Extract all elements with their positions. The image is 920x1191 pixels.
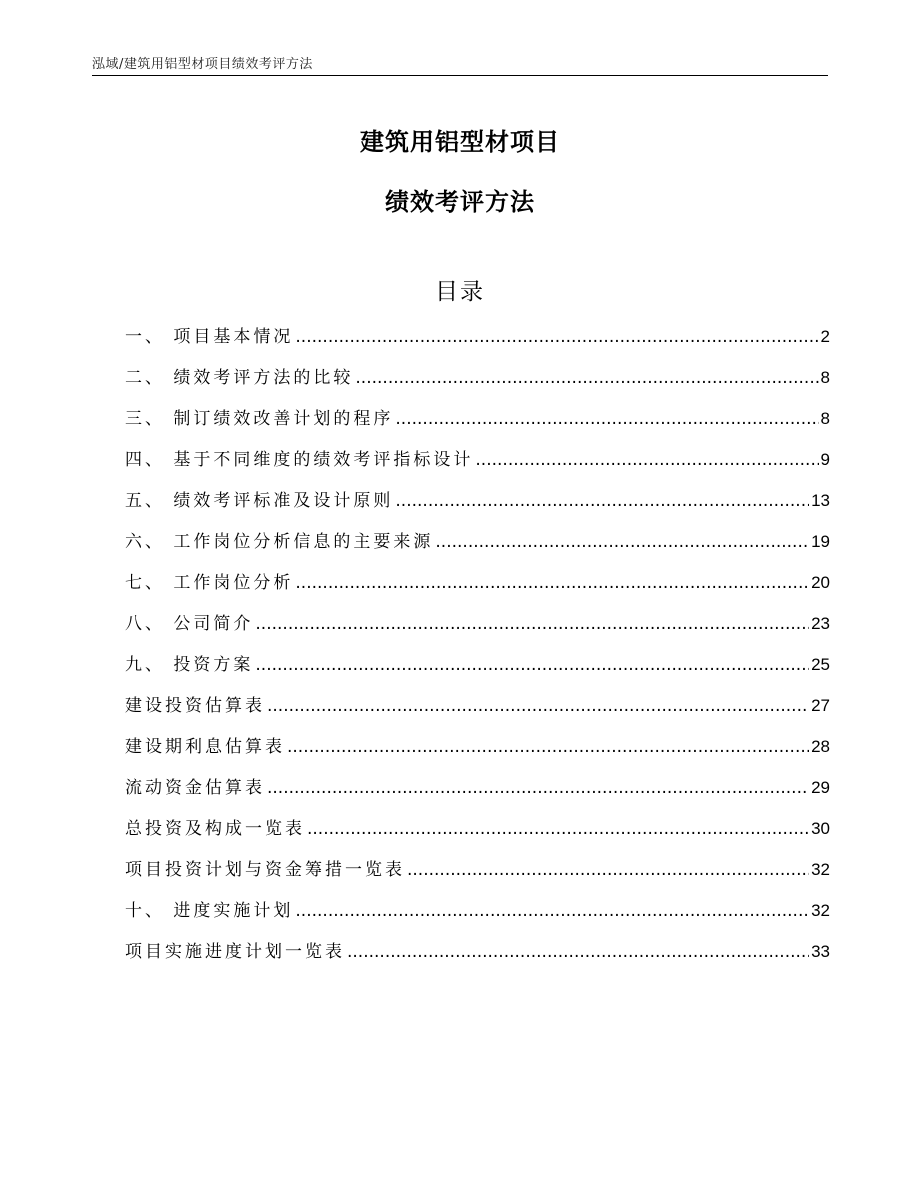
- toc-entry-title: 一、 项目基本情况: [125, 327, 294, 347]
- toc-entry-page: 32: [811, 860, 830, 879]
- toc-entry[interactable]: [125, 568, 830, 609]
- toc-dot-leader: [255, 614, 809, 634]
- header-rule: [92, 75, 828, 76]
- toc-dot-leader: [395, 491, 809, 511]
- toc-entry[interactable]: [125, 650, 830, 691]
- toc-entry-title: 七、 工作岗位分析: [125, 573, 294, 593]
- table-of-contents: [125, 322, 830, 978]
- toc-dot-leader: [307, 819, 809, 839]
- toc-entry[interactable]: [125, 732, 830, 773]
- toc-entry[interactable]: [125, 609, 830, 650]
- toc-entry[interactable]: [125, 527, 830, 568]
- toc-entry-title: 总投资及构成一览表: [125, 819, 305, 839]
- toc-entry-page: 23: [811, 614, 830, 633]
- toc-entry-title: 九、 投资方案: [125, 655, 254, 675]
- toc-entry-page: 8: [820, 368, 830, 387]
- toc-entry[interactable]: [125, 445, 830, 486]
- document-title-line-1: 建筑用铝型材项目: [360, 128, 560, 156]
- toc-entry-page: 30: [811, 819, 830, 838]
- toc-dot-leader: [347, 942, 809, 962]
- toc-entry-title: 三、 制订绩效改善计划的程序: [125, 409, 394, 429]
- toc-dot-leader: [435, 532, 809, 552]
- toc-dot-leader: [395, 409, 818, 429]
- toc-entry[interactable]: [125, 486, 830, 527]
- toc-entry-page: 32: [811, 901, 830, 920]
- toc-entry-title: 建设投资估算表: [125, 696, 265, 716]
- toc-dot-leader: [295, 573, 809, 593]
- toc-entry-page: 13: [811, 491, 830, 510]
- toc-dot-leader: [295, 327, 818, 347]
- toc-dot-leader: [355, 368, 818, 388]
- toc-entry-title: 六、 工作岗位分析信息的主要来源: [125, 532, 434, 552]
- toc-entry[interactable]: [125, 322, 830, 363]
- toc-entry[interactable]: [125, 773, 830, 814]
- toc-entry[interactable]: [125, 691, 830, 732]
- toc-dot-leader: [287, 737, 809, 757]
- toc-entry[interactable]: [125, 404, 830, 445]
- toc-entry-title: 二、 绩效考评方法的比较: [125, 368, 354, 388]
- toc-entry[interactable]: [125, 896, 830, 937]
- toc-entry-title: 十、 进度实施计划: [125, 901, 294, 921]
- toc-entry-page: 9: [820, 450, 830, 469]
- toc-entry-page: 8: [820, 409, 830, 428]
- toc-entry-page: 25: [811, 655, 830, 674]
- toc-entry-page: 27: [811, 696, 830, 715]
- toc-entry-title: 四、 基于不同维度的绩效考评指标设计: [125, 450, 474, 470]
- toc-entry-title: 流动资金估算表: [125, 778, 265, 798]
- toc-entry-title: 项目投资计划与资金筹措一览表: [125, 860, 405, 880]
- toc-entry-title: 五、 绩效考评标准及设计原则: [125, 491, 394, 511]
- document-title-line-2: 绩效考评方法: [385, 188, 535, 216]
- toc-dot-leader: [407, 860, 809, 880]
- toc-entry-title: 项目实施进度计划一览表: [125, 942, 345, 962]
- toc-entry-page: 33: [811, 942, 830, 961]
- toc-dot-leader: [295, 901, 809, 921]
- toc-entry-title: 建设期利息估算表: [125, 737, 285, 757]
- toc-dot-leader: [255, 655, 809, 675]
- toc-dot-leader: [267, 696, 809, 716]
- toc-entry[interactable]: [125, 937, 830, 978]
- toc-dot-leader: [267, 778, 809, 798]
- toc-entry[interactable]: [125, 855, 830, 896]
- toc-entry-page: 2: [820, 327, 830, 346]
- toc-entry[interactable]: [125, 363, 830, 404]
- toc-entry[interactable]: [125, 814, 830, 855]
- toc-entry-page: 20: [811, 573, 830, 592]
- toc-entry-title: 八、 公司简介: [125, 614, 254, 634]
- toc-entry-page: 19: [811, 532, 830, 551]
- toc-heading: 目录: [435, 279, 485, 305]
- running-header: 泓域/建筑用铝型材项目绩效考评方法: [92, 57, 313, 72]
- toc-dot-leader: [475, 450, 818, 470]
- toc-entry-page: 29: [811, 778, 830, 797]
- toc-entry-page: 28: [811, 737, 830, 756]
